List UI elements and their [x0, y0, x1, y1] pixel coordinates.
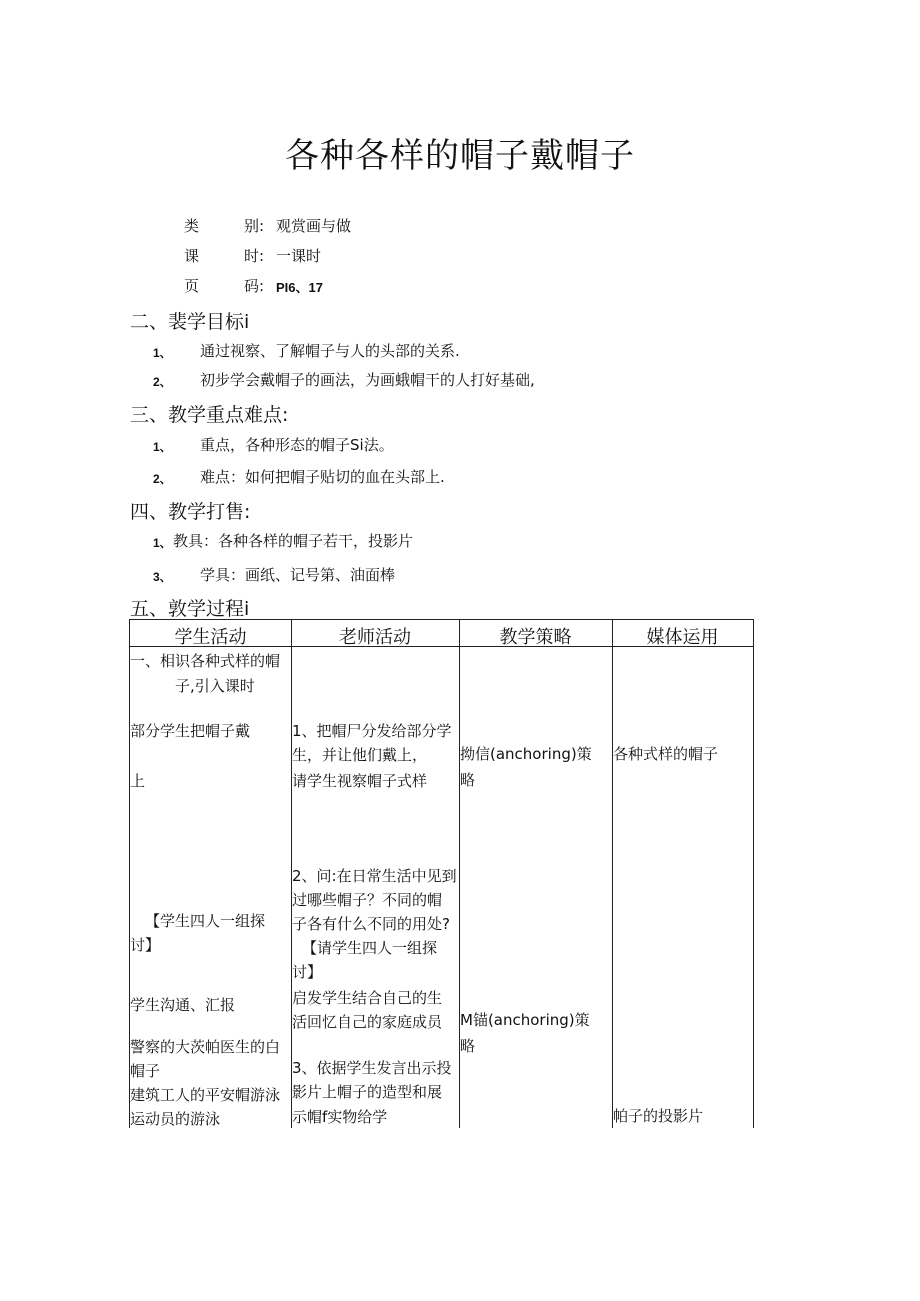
meta-key-2: 别: — [244, 217, 265, 235]
student-cell: 讨】 — [130, 936, 161, 954]
item-text: 教具：各种各样的帽子若干，投影片 — [173, 532, 414, 550]
item-text: 学具：画纸、记号第、油面棒 — [200, 566, 396, 584]
teacher-cell: 示帽f实物给学 — [292, 1108, 388, 1126]
section-heading-key-points: 三、教学重点难点: — [130, 404, 289, 426]
student-cell: 上 — [130, 772, 146, 790]
header-student-activity: 学生活动 — [174, 627, 247, 648]
item-number: 2、 — [153, 472, 172, 486]
meta-key-1: 课 — [184, 247, 200, 265]
teacher-cell: 【请学生四人一组探 — [302, 939, 438, 957]
item-text: 通过视察、了解帽子与人的头部的关系. — [200, 342, 460, 360]
teacher-cell: 讨】 — [292, 963, 323, 981]
header-media-use: 媒体运用 — [646, 627, 719, 648]
media-cell: 帕子的投影片 — [613, 1107, 704, 1125]
item-text: 重点，各种形态的帽子Si法。 — [200, 436, 394, 454]
teacher-cell: 2、问:在日常生活中见到 — [292, 867, 457, 885]
student-cell: 警察的大茨帕医生的白 — [130, 1038, 281, 1056]
item-text: 初步学会戴帽子的画法，为画蛾帽干的人打好基础, — [200, 371, 535, 389]
meta-key-2: 时: — [244, 247, 265, 265]
student-cell: 帽子 — [130, 1062, 161, 1080]
teacher-cell: 请学生视察帽子式样 — [292, 772, 428, 790]
meta-duration — [184, 245, 484, 267]
item-number: 1、 — [153, 536, 172, 550]
section-heading-goals: 二、裴学目标i — [130, 311, 250, 333]
item-number: 1、 — [153, 440, 172, 454]
section-heading-materials: 四、教学打售: — [130, 501, 251, 523]
header-teacher-activity: 老师活动 — [339, 627, 411, 648]
teacher-cell: 活回忆自己的家庭成员 — [292, 1013, 443, 1031]
document-title: 各种各样的帽子戴帽子 — [285, 136, 635, 176]
section-heading-process: 五、敦学过程i — [130, 598, 250, 620]
teacher-cell: 影片上帽子的造型和展 — [292, 1083, 443, 1101]
header-teaching-strategy: 教学策略 — [499, 627, 572, 648]
meta-value: 一课时 — [276, 247, 322, 265]
student-cell: 部分学生把帽子戴 — [130, 722, 251, 740]
meta-key-2: 码: — [244, 277, 265, 295]
item-number: 1、 — [153, 346, 172, 360]
teacher-cell: 子各有什么不同的用处? — [292, 915, 450, 933]
item-number: 2、 — [153, 375, 172, 389]
student-cell: 建筑工人的平安帽游泳 — [130, 1086, 281, 1104]
teacher-cell: 3、依据学生发言出示投 — [292, 1059, 452, 1077]
student-cell: 【学生四人一组探 — [145, 912, 266, 930]
student-cell: 一、相识各种式样的帽 — [130, 652, 281, 670]
teacher-cell: 过哪些帽子？不同的帽 — [292, 891, 443, 909]
strategy-cell: 拗信(anchoring)策 — [460, 745, 592, 763]
meta-value: 观赏画与做 — [276, 217, 352, 235]
teacher-cell: 1、把帽尸分发给部分学 — [292, 722, 452, 740]
student-cell: 学生沟通、汇报 — [130, 996, 236, 1014]
strategy-cell: 略 — [460, 771, 476, 789]
item-number: 3、 — [153, 570, 172, 584]
meta-key-1: 页 — [184, 277, 200, 295]
meta-key-1: 类 — [184, 217, 200, 235]
meta-category — [184, 215, 484, 237]
meta-value: PI6、17 — [276, 280, 323, 295]
strategy-cell: M锚(anchoring)策 — [460, 1011, 590, 1029]
teacher-cell: 生，并让他们戴上， — [292, 746, 428, 764]
column-divider — [612, 620, 613, 1128]
item-text: 难点：如何把帽子贴切的血在头部上. — [200, 468, 445, 486]
media-cell: 各种式样的帽子 — [613, 745, 719, 763]
meta-pages — [184, 275, 484, 297]
process-table — [129, 619, 754, 1128]
teacher-cell: 启发学生结合自己的生 — [292, 989, 443, 1007]
strategy-cell: 略 — [460, 1037, 476, 1055]
student-cell: 运动员的游泳 — [130, 1110, 221, 1128]
student-cell: 子,引入课时 — [175, 677, 255, 695]
